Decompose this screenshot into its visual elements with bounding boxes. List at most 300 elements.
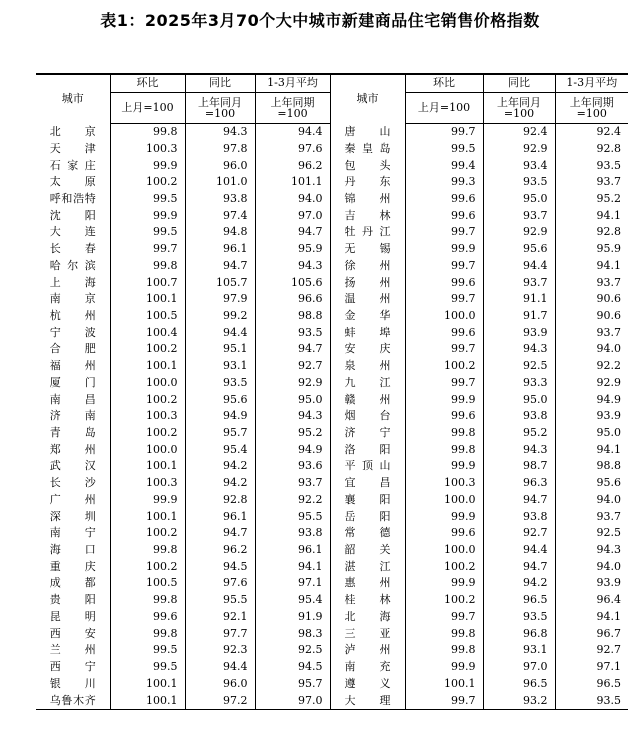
city-name-right	[330, 441, 405, 458]
avg-value-left: 94.3	[255, 408, 330, 425]
yoy-value-left: 95.7	[185, 425, 255, 442]
yoy-value-right: 92.5	[483, 358, 555, 375]
yoy-value-left: 96.0	[185, 675, 255, 692]
yoy-value-right: 93.2	[483, 692, 555, 709]
yoy-value-right: 94.2	[483, 575, 555, 592]
city-label: 扬 州	[344, 275, 391, 289]
avg-value-left: 97.0	[255, 207, 330, 224]
avg-value-left: 98.8	[255, 308, 330, 325]
city-name-right	[330, 675, 405, 692]
city-name-left	[36, 123, 110, 140]
mom-value-right: 99.7	[405, 123, 483, 140]
avg-value-right: 94.9	[596, 392, 621, 406]
city-label: 南 京	[49, 292, 96, 306]
avg-value-left: 97.6	[255, 140, 330, 157]
mom-value-left: 99.8	[110, 625, 185, 642]
city-name-left	[36, 157, 110, 174]
avg-value-right: 95.2	[596, 191, 621, 205]
yoy-value-left: 94.7	[185, 257, 255, 274]
mom-value-left: 100.2	[110, 391, 185, 408]
city-name-left	[36, 542, 110, 559]
mom-value-left: 100.1	[110, 358, 185, 375]
yoy-value-left: 99.2	[185, 308, 255, 325]
avg-value-right: 92.7	[596, 643, 621, 657]
mom-value-right: 100.2	[405, 558, 483, 575]
table-body	[36, 123, 628, 709]
city-label: 郑 州	[49, 442, 96, 456]
city-name-right	[330, 692, 405, 709]
avg-value-left: 92.2	[255, 492, 330, 509]
city-name-left	[36, 140, 110, 157]
city-label: 呼 和 浩 特	[49, 191, 96, 205]
mom-value-right: 99.4	[405, 157, 483, 174]
city-label: 天 津	[49, 141, 96, 155]
city-name-right	[330, 191, 405, 208]
table-row	[36, 341, 628, 358]
city-label: 惠 州	[344, 576, 391, 590]
mom-value-right: 99.6	[405, 191, 483, 208]
table-row	[36, 274, 628, 291]
table-row	[36, 241, 628, 258]
table-row	[36, 308, 628, 325]
city-label: 泉 州	[344, 359, 391, 373]
city-name-right	[330, 642, 405, 659]
city-name-right	[330, 324, 405, 341]
yoy-value-right: 93.1	[483, 642, 555, 659]
city-name-left	[36, 224, 110, 241]
avg-value-left: 96.1	[255, 542, 330, 559]
mom-value-right: 99.9	[405, 508, 483, 525]
table-row	[36, 492, 628, 509]
avg-value-left: 94.7	[255, 224, 330, 241]
avg-value-left: 92.5	[255, 642, 330, 659]
yoy-value-left: 95.6	[185, 391, 255, 408]
mom-value-right: 99.8	[405, 642, 483, 659]
city-label: 成 都	[49, 576, 96, 590]
yoy-value-left: 94.2	[185, 475, 255, 492]
avg-value-right: 93.5	[596, 158, 621, 172]
city-label: 重 庆	[49, 559, 96, 573]
mom-value-left: 100.1	[110, 675, 185, 692]
mom-value-right: 99.7	[405, 375, 483, 392]
city-name-right	[330, 274, 405, 291]
city-name-left	[36, 609, 110, 626]
avg-value-right: 90.6	[596, 308, 621, 322]
avg-value-right: 94.3	[596, 543, 621, 557]
city-name-left	[36, 675, 110, 692]
mom-value-right: 100.0	[405, 492, 483, 509]
mom-value-right: 100.1	[405, 675, 483, 692]
yoy-value-right: 91.7	[483, 308, 555, 325]
yoy-value-left: 97.7	[185, 625, 255, 642]
yoy-value-right: 92.4	[483, 123, 555, 140]
yoy-value-right: 95.0	[483, 191, 555, 208]
avg-value-right: 94.0	[596, 342, 621, 356]
mom-value-left: 99.8	[110, 257, 185, 274]
city-name-left	[36, 408, 110, 425]
avg-value-right: 94.1	[596, 442, 621, 456]
city-label: 深 圳	[49, 509, 96, 523]
yoy-value-left: 92.1	[185, 609, 255, 626]
city-name-right	[330, 508, 405, 525]
avg-value-right: 93.7	[596, 275, 621, 289]
mom-value-left: 99.6	[110, 609, 185, 626]
city-label: 牡 丹 江	[344, 225, 391, 239]
city-label: 洛 阳	[344, 442, 391, 456]
city-label: 包 头	[344, 158, 391, 172]
avg-value-right: 97.1	[596, 660, 621, 674]
avg-value-left: 93.7	[255, 475, 330, 492]
city-label: 襄 阳	[344, 492, 391, 506]
avg-value-right: 94.1	[596, 208, 621, 222]
city-label: 烟 台	[344, 409, 391, 423]
table-row	[36, 692, 628, 709]
city-label: 锦 州	[344, 191, 391, 205]
mom-value-right: 99.9	[405, 458, 483, 475]
mom-value-right: 99.9	[405, 659, 483, 676]
avg-value-left: 95.9	[255, 241, 330, 258]
yoy-value-right: 94.7	[483, 558, 555, 575]
city-name-right	[330, 341, 405, 358]
yoy-value-right: 91.1	[483, 291, 555, 308]
avg-value-left: 105.6	[255, 274, 330, 291]
mom-value-right: 100.0	[405, 308, 483, 325]
table-row	[36, 375, 628, 392]
table-row	[36, 207, 628, 224]
avg-value-right: 94.1	[596, 609, 621, 623]
table-row	[36, 542, 628, 559]
mom-value-left: 99.5	[110, 642, 185, 659]
header-avg-base-right: 上年同期=100	[555, 92, 628, 123]
avg-value-right: 92.8	[596, 141, 621, 155]
mom-value-right: 100.2	[405, 592, 483, 609]
mom-value-left: 100.4	[110, 324, 185, 341]
yoy-value-left: 96.2	[185, 542, 255, 559]
city-name-right	[330, 659, 405, 676]
mom-value-left: 99.5	[110, 659, 185, 676]
yoy-value-left: 96.0	[185, 157, 255, 174]
yoy-value-right: 95.0	[483, 391, 555, 408]
header-yoy-right: 同比	[483, 74, 555, 92]
table-row	[36, 257, 628, 274]
city-name-left	[36, 241, 110, 258]
city-label: 南 昌	[49, 392, 96, 406]
yoy-value-left: 97.4	[185, 207, 255, 224]
city-name-left	[36, 425, 110, 442]
mom-value-right: 100.3	[405, 475, 483, 492]
avg-value-right: 94.1	[596, 258, 621, 272]
table-row	[36, 291, 628, 308]
mom-value-right: 99.8	[405, 625, 483, 642]
yoy-value-left: 105.7	[185, 274, 255, 291]
yoy-value-left: 94.8	[185, 224, 255, 241]
header-mom-base-right: 上月=100	[405, 92, 483, 123]
city-name-right	[330, 291, 405, 308]
city-label: 宁 波	[49, 325, 96, 339]
mom-value-left: 100.2	[110, 341, 185, 358]
city-name-right	[330, 207, 405, 224]
mom-value-left: 99.8	[110, 592, 185, 609]
city-label: 湛 江	[344, 559, 391, 573]
mom-value-left: 100.1	[110, 291, 185, 308]
mom-value-left: 100.3	[110, 475, 185, 492]
avg-value-left: 94.0	[255, 191, 330, 208]
table-row	[36, 441, 628, 458]
city-name-left	[36, 692, 110, 709]
yoy-value-right: 94.3	[483, 441, 555, 458]
city-name-left	[36, 324, 110, 341]
city-label: 昆 明	[49, 609, 96, 623]
mom-value-left: 100.3	[110, 408, 185, 425]
yoy-value-right: 98.7	[483, 458, 555, 475]
yoy-value-right: 95.6	[483, 241, 555, 258]
city-label: 济 南	[49, 409, 96, 423]
city-name-right	[330, 358, 405, 375]
mom-value-right: 99.6	[405, 207, 483, 224]
table-row	[36, 525, 628, 542]
table-row	[36, 224, 628, 241]
yoy-value-left: 97.2	[185, 692, 255, 709]
city-label: 武 汉	[49, 459, 96, 473]
mom-value-right: 99.7	[405, 257, 483, 274]
city-name-left	[36, 207, 110, 224]
city-name-left	[36, 191, 110, 208]
city-label: 厦 门	[49, 375, 96, 389]
mom-value-left: 99.8	[110, 542, 185, 559]
city-label: 北 京	[49, 124, 96, 138]
table-row	[36, 157, 628, 174]
city-label: 蚌 埠	[344, 325, 391, 339]
city-label: 丹 东	[344, 175, 391, 189]
mom-value-left: 100.5	[110, 308, 185, 325]
city-label: 海 口	[49, 543, 96, 557]
city-label: 长 春	[49, 242, 96, 256]
city-label: 赣 州	[344, 392, 391, 406]
city-name-right	[330, 625, 405, 642]
table-row	[36, 642, 628, 659]
yoy-value-right: 93.8	[483, 508, 555, 525]
avg-value-right: 92.5	[596, 526, 621, 540]
mom-value-right: 99.6	[405, 324, 483, 341]
city-name-left	[36, 441, 110, 458]
yoy-value-left: 94.7	[185, 525, 255, 542]
yoy-value-left: 97.6	[185, 575, 255, 592]
avg-value-right: 96.7	[596, 626, 621, 640]
avg-value-left: 98.3	[255, 625, 330, 642]
avg-value-right: 93.9	[596, 409, 621, 423]
yoy-value-right: 93.5	[483, 174, 555, 191]
city-label: 吉 林	[344, 208, 391, 222]
yoy-value-right: 93.5	[483, 609, 555, 626]
yoy-value-left: 92.3	[185, 642, 255, 659]
yoy-value-right: 93.9	[483, 324, 555, 341]
yoy-value-left: 94.2	[185, 458, 255, 475]
city-name-left	[36, 358, 110, 375]
yoy-value-right: 92.7	[483, 525, 555, 542]
yoy-value-left: 94.9	[185, 408, 255, 425]
yoy-value-left: 96.1	[185, 508, 255, 525]
header-yoy-base-left: 上年同月=100	[185, 92, 255, 123]
yoy-value-left: 93.8	[185, 191, 255, 208]
table-row	[36, 391, 628, 408]
table-row	[36, 123, 628, 140]
avg-value-left: 94.5	[255, 659, 330, 676]
header-yoy-left: 同比	[185, 74, 255, 92]
avg-value-right: 94.0	[596, 492, 621, 506]
table-row	[36, 558, 628, 575]
yoy-value-right: 94.4	[483, 257, 555, 274]
yoy-value-left: 93.5	[185, 375, 255, 392]
city-name-right	[330, 123, 405, 140]
mom-value-left: 100.1	[110, 508, 185, 525]
avg-value-left: 94.9	[255, 441, 330, 458]
avg-value-left: 94.1	[255, 558, 330, 575]
yoy-value-left: 95.4	[185, 441, 255, 458]
city-label: 徐 州	[344, 258, 391, 272]
yoy-value-left: 95.5	[185, 592, 255, 609]
mom-value-right: 99.6	[405, 525, 483, 542]
mom-value-right: 100.2	[405, 358, 483, 375]
avg-value-left: 95.4	[255, 592, 330, 609]
header-mom-right: 环比	[405, 74, 483, 92]
city-name-left	[36, 642, 110, 659]
avg-value-left: 97.0	[255, 692, 330, 709]
city-label: 唐 山	[344, 124, 391, 138]
avg-value-left: 95.0	[255, 391, 330, 408]
header-avg-left: 1-3月平均	[255, 74, 330, 92]
page-title: 表1：2025年3月70个大中城市新建商品住宅销售价格指数	[100, 11, 540, 30]
mom-value-left: 100.0	[110, 441, 185, 458]
city-name-left	[36, 174, 110, 191]
avg-value-left: 93.5	[255, 324, 330, 341]
city-name-right	[330, 408, 405, 425]
city-label: 常 德	[344, 526, 391, 540]
city-label: 广 州	[49, 492, 96, 506]
city-label: 石 家 庄	[49, 158, 96, 172]
city-label: 温 州	[344, 292, 391, 306]
mom-value-left: 100.2	[110, 558, 185, 575]
city-name-right	[330, 241, 405, 258]
yoy-value-right: 97.0	[483, 659, 555, 676]
avg-value-left: 94.7	[255, 341, 330, 358]
city-name-right	[330, 391, 405, 408]
avg-value-right: 93.7	[596, 175, 621, 189]
avg-value-right: 96.5	[596, 676, 621, 690]
city-name-right	[330, 542, 405, 559]
city-name-left	[36, 375, 110, 392]
mom-value-right: 99.9	[405, 391, 483, 408]
mom-value-right: 99.6	[405, 274, 483, 291]
city-label: 无 锡	[344, 242, 391, 256]
city-name-left	[36, 274, 110, 291]
yoy-value-right: 96.8	[483, 625, 555, 642]
yoy-value-left: 94.4	[185, 659, 255, 676]
table-row	[36, 358, 628, 375]
city-name-right	[330, 475, 405, 492]
avg-value-right: 92.9	[596, 375, 621, 389]
mom-value-right: 99.8	[405, 425, 483, 442]
yoy-value-right: 92.9	[483, 140, 555, 157]
mom-value-right: 99.9	[405, 241, 483, 258]
city-label: 三 亚	[344, 626, 391, 640]
yoy-value-right: 93.4	[483, 157, 555, 174]
city-name-right	[330, 592, 405, 609]
city-name-left	[36, 508, 110, 525]
city-label: 福 州	[49, 359, 96, 373]
city-name-left	[36, 525, 110, 542]
city-label: 贵 阳	[49, 593, 96, 607]
yoy-value-right: 94.4	[483, 542, 555, 559]
city-label: 九 江	[344, 375, 391, 389]
mom-value-left: 99.7	[110, 241, 185, 258]
city-name-right	[330, 308, 405, 325]
city-name-left	[36, 659, 110, 676]
yoy-value-left: 94.5	[185, 558, 255, 575]
city-label: 上 海	[49, 275, 96, 289]
header-mom-base-left: 上月=100	[110, 92, 185, 123]
city-name-left	[36, 308, 110, 325]
avg-value-right: 92.8	[596, 225, 621, 239]
mom-value-left: 99.9	[110, 207, 185, 224]
header-city-left: 城市	[36, 74, 110, 123]
table-row	[36, 174, 628, 191]
mom-value-left: 100.3	[110, 140, 185, 157]
yoy-value-right: 96.5	[483, 675, 555, 692]
mom-value-right: 99.8	[405, 441, 483, 458]
city-name-right	[330, 525, 405, 542]
city-label: 大 理	[344, 693, 391, 707]
mom-value-right: 99.7	[405, 291, 483, 308]
yoy-value-left: 94.4	[185, 324, 255, 341]
avg-value-left: 93.6	[255, 458, 330, 475]
mom-value-right: 99.5	[405, 140, 483, 157]
avg-value-right: 96.4	[596, 593, 621, 607]
city-name-right	[330, 257, 405, 274]
yoy-value-right: 95.2	[483, 425, 555, 442]
city-name-right	[330, 609, 405, 626]
city-name-left	[36, 475, 110, 492]
table-row	[36, 575, 628, 592]
city-name-right	[330, 375, 405, 392]
avg-value-right: 92.4	[596, 125, 621, 139]
avg-value-left: 96.2	[255, 157, 330, 174]
city-label: 西 安	[49, 626, 96, 640]
yoy-value-right: 96.3	[483, 475, 555, 492]
city-name-right	[330, 558, 405, 575]
yoy-value-left: 94.3	[185, 123, 255, 140]
city-label: 金 华	[344, 308, 391, 322]
mom-value-right: 99.3	[405, 174, 483, 191]
city-label: 大 连	[49, 225, 96, 239]
avg-value-left: 93.8	[255, 525, 330, 542]
city-label: 太 原	[49, 175, 96, 189]
avg-value-left: 97.1	[255, 575, 330, 592]
price-index-table	[36, 73, 628, 710]
avg-value-left: 92.9	[255, 375, 330, 392]
city-name-left	[36, 291, 110, 308]
yoy-value-left: 101.0	[185, 174, 255, 191]
city-label: 秦 皇 岛	[344, 141, 391, 155]
mom-value-left: 100.7	[110, 274, 185, 291]
header-avg-base-left: 上年同期=100	[255, 92, 330, 123]
table-row	[36, 425, 628, 442]
header-city-right: 城市	[330, 74, 405, 123]
table-row	[36, 475, 628, 492]
city-name-right	[330, 157, 405, 174]
table-row	[36, 408, 628, 425]
city-name-left	[36, 458, 110, 475]
table-row	[36, 592, 628, 609]
